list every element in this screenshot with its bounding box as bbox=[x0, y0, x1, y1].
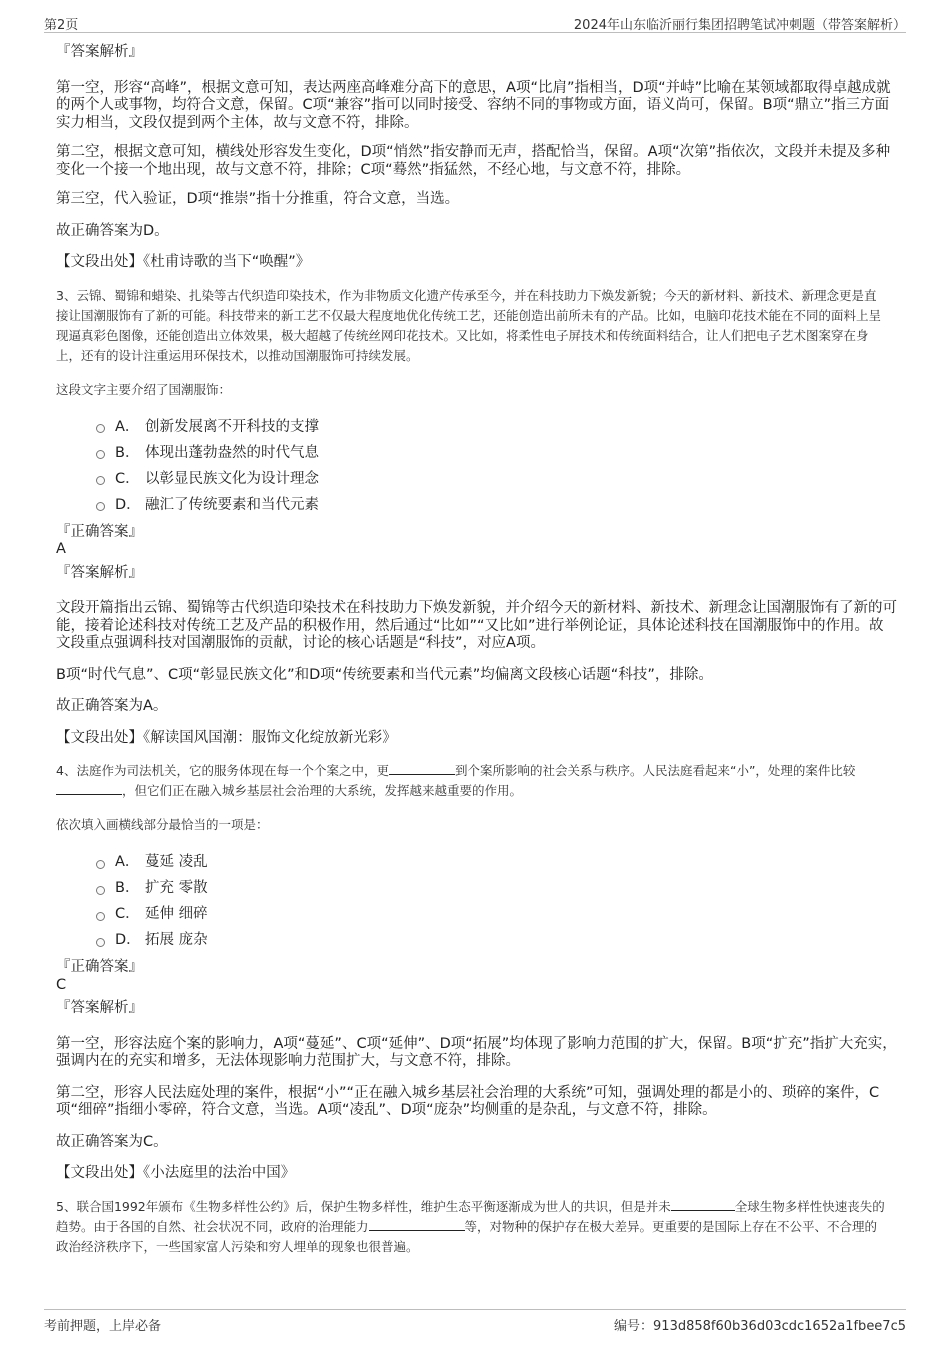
q4-analysis-p2: 第二空，形容人民法庭处理的案件，根据“小”“正在融入城乡基层社会治理的大系统”可知，强调处理的都是小的、琐碎的案件，C项“细碎”指细小零碎，符合文意，当选。A项“凌乱”、D项“庞杂”均侧重的是杂乱，与文意不符，排除。 bbox=[56, 1084, 880, 1118]
radio-icon[interactable] bbox=[96, 476, 105, 485]
radio-icon[interactable] bbox=[96, 502, 105, 511]
q4-stem: 4、法庭作为司法机关，它的服务体现在每一个个案之中，更 到个案所影响的社会关系与秩序。人民法庭看起来“小”，处理的案件比较，但它们正在融入城乡基层社会治理的大系统，发挥越来越重要的作用。 bbox=[56, 763, 856, 798]
q3-conclusion: 故正确答案为A。 bbox=[56, 698, 168, 714]
q2-conclusion: 故正确答案为D。 bbox=[56, 222, 169, 239]
q4-question: 依次填入画横线部分最恰当的一项是： bbox=[56, 817, 269, 832]
radio-icon[interactable] bbox=[96, 860, 105, 869]
q3-source: 【文段出处】《解读国风国潮：服饰文化绽放新光彩》 bbox=[56, 729, 397, 746]
page-number: 第2页 bbox=[44, 18, 79, 33]
page-header bbox=[44, 12, 906, 33]
q4-option-d[interactable]: D． 拓展 庞杂 bbox=[96, 927, 898, 953]
q3-analysis-p1: 文段开篇指出云锦、蜀锦等古代织造印染技术在科技助力下焕发新貌，并介绍今天的新材料、新技术、新理念让国潮服饰有了新的可能，接着论述科技对传统工艺及产品的积极作用，然后通过“比如”“又比如”进行举例论证，具体论述科技在国潮服饰中的作用。故文段重点强调科技对国潮服饰的贡献，讨论的核心话题是“科技”，对应A项。 bbox=[56, 600, 897, 651]
q4-answer: C bbox=[56, 976, 67, 993]
radio-icon[interactable] bbox=[96, 450, 105, 459]
q2-source: 【文段出处】《杜甫诗歌的当下“唤醒”》 bbox=[56, 254, 311, 270]
radio-icon[interactable] bbox=[96, 886, 105, 895]
q4-option-b[interactable]: B． 扩充 零散 bbox=[96, 875, 898, 901]
document-title: 2024年山东临沂丽行集团招聘笔试冲刺题（带答案解析） bbox=[573, 18, 906, 33]
q4-blank-2 bbox=[56, 782, 122, 795]
page-footer bbox=[44, 1309, 906, 1334]
q4-analysis-heading: 『答案解析』 bbox=[56, 1000, 143, 1016]
q3-option-d[interactable]: D． 融汇了传统要素和当代元素 bbox=[96, 492, 898, 518]
q5-blank-1 bbox=[671, 1198, 735, 1211]
radio-icon[interactable] bbox=[96, 938, 105, 947]
q4-blank-1 bbox=[389, 762, 455, 775]
q3-analysis-heading: 『答案解析』 bbox=[56, 564, 143, 581]
q3-question: 这段文字主要介绍了国潮服饰： bbox=[56, 381, 232, 397]
q4-answer-heading: 『正确答案』 bbox=[56, 959, 143, 975]
q5-blank-2 bbox=[369, 1218, 465, 1231]
q2-analysis-p3: 第三空，代入验证，D项“推崇”指十分推重，符合文意，当选。 bbox=[56, 191, 460, 207]
q4-option-a[interactable]: A． 蔓延 凌乱 bbox=[96, 849, 898, 875]
q4-conclusion: 故正确答案为C。 bbox=[56, 1133, 168, 1150]
q3-option-a[interactable]: A． 创新发展离不开科技的支撑 bbox=[96, 414, 898, 440]
footer-slogan: 考前押题，上岸必备 bbox=[44, 1319, 162, 1334]
q3-options bbox=[96, 414, 898, 518]
q5-stem: 5、联合国1992年颁布《生物多样性公约》后，保护生物多样性，维护生态平衡逐渐成为世人的共识，但是并未 全球生物多样性快速丧失的趋势。由于各国的自然、社会状况不同，政府的治理能力 等，对物种的保护存在极大差异。更重要的是国际上存在不公平、不合理的政治经济秩序下，一些国家富人污染和穷人埋单的现象也很普遍。 bbox=[56, 1198, 885, 1254]
q4-source: 【文段出处】《小法庭里的法治中国》 bbox=[56, 1165, 296, 1181]
q3-stem: 3、云锦、蜀锦和蜡染、扎染等古代织造印染技术，作为非物质文化遗产传承至今，并在科技助力下焕发新貌；今天的新材料、新技术、新理念更是直接让国潮服饰有了新的可能。科技带来的新工艺不仅最大程度地优化传统工艺，还能创造出前所未有的产品。比如，电脑印花技术能在不同的面料上呈现逼真彩色图像，还能创造出立体效果，极大超越了传统丝网印花技术。又比如，将柔性电子屏技术和传统面料结合，让人们把电子艺术图案穿在身上，还有的设计注重运用环保技术，以推动国潮服饰可持续发展。 bbox=[56, 287, 882, 363]
q4-options bbox=[96, 849, 898, 953]
document-code: 编号：913d858f60b36d03cdc1652a1fbee7c5 bbox=[614, 1319, 906, 1334]
q3-answer: A bbox=[56, 541, 66, 557]
q3-analysis-p2: B项“时代气息”、C项“彰显民族文化”和D项“传统要素和当代元素”均偏离文段核心话题“科技”，排除。 bbox=[56, 666, 713, 683]
q2-analysis-p2: 第二空，根据文意可知，横线处形容发生变化，D项“悄然”指安静而无声，搭配恰当，保留。A项“次第”指依次，文段并未提及多种变化一个接一个地出现，故与文意不符，排除；C项“蓦然”指猛然，不经心地，与文意不符，排除。 bbox=[56, 144, 891, 178]
q3-option-c[interactable]: C． 以彰显民族文化为设计理念 bbox=[96, 466, 898, 492]
radio-icon[interactable] bbox=[96, 912, 105, 921]
document-body bbox=[56, 44, 898, 1257]
q4-option-c[interactable]: C． 延伸 细碎 bbox=[96, 901, 898, 927]
q3-answer-heading: 『正确答案』 bbox=[56, 523, 143, 540]
q2-analysis-p1: 第一空，形容“高峰”，根据文意可知，表达两座高峰难分高下的意思，A项“比肩”指相当，D项“并峙”比喻在某领域都取得卓越成就的两个人或事物，均符合文意，保留。C项“兼容”指可以同时接受、容纳不同的事物或方面，语义尚可，保留。B项“鼎立”指三方面实力相当，文段仅提到两个主体，故与文意不符，排除。 bbox=[56, 79, 891, 131]
radio-icon[interactable] bbox=[96, 424, 105, 433]
q3-option-b[interactable]: B． 体现出蓬勃盎然的时代气息 bbox=[96, 440, 898, 466]
q2-analysis-heading: 『答案解析』 bbox=[56, 44, 143, 60]
q4-analysis-p1: 第一空，形容法庭个案的影响力，A项“蔓延”、C项“延伸”、D项“拓展”均体现了影响力范围的扩大，保留。B项“扩充”指扩大充实，强调内在的充实和增多，无法体现影响力范围扩大，与文意不符，排除。 bbox=[56, 1035, 897, 1069]
